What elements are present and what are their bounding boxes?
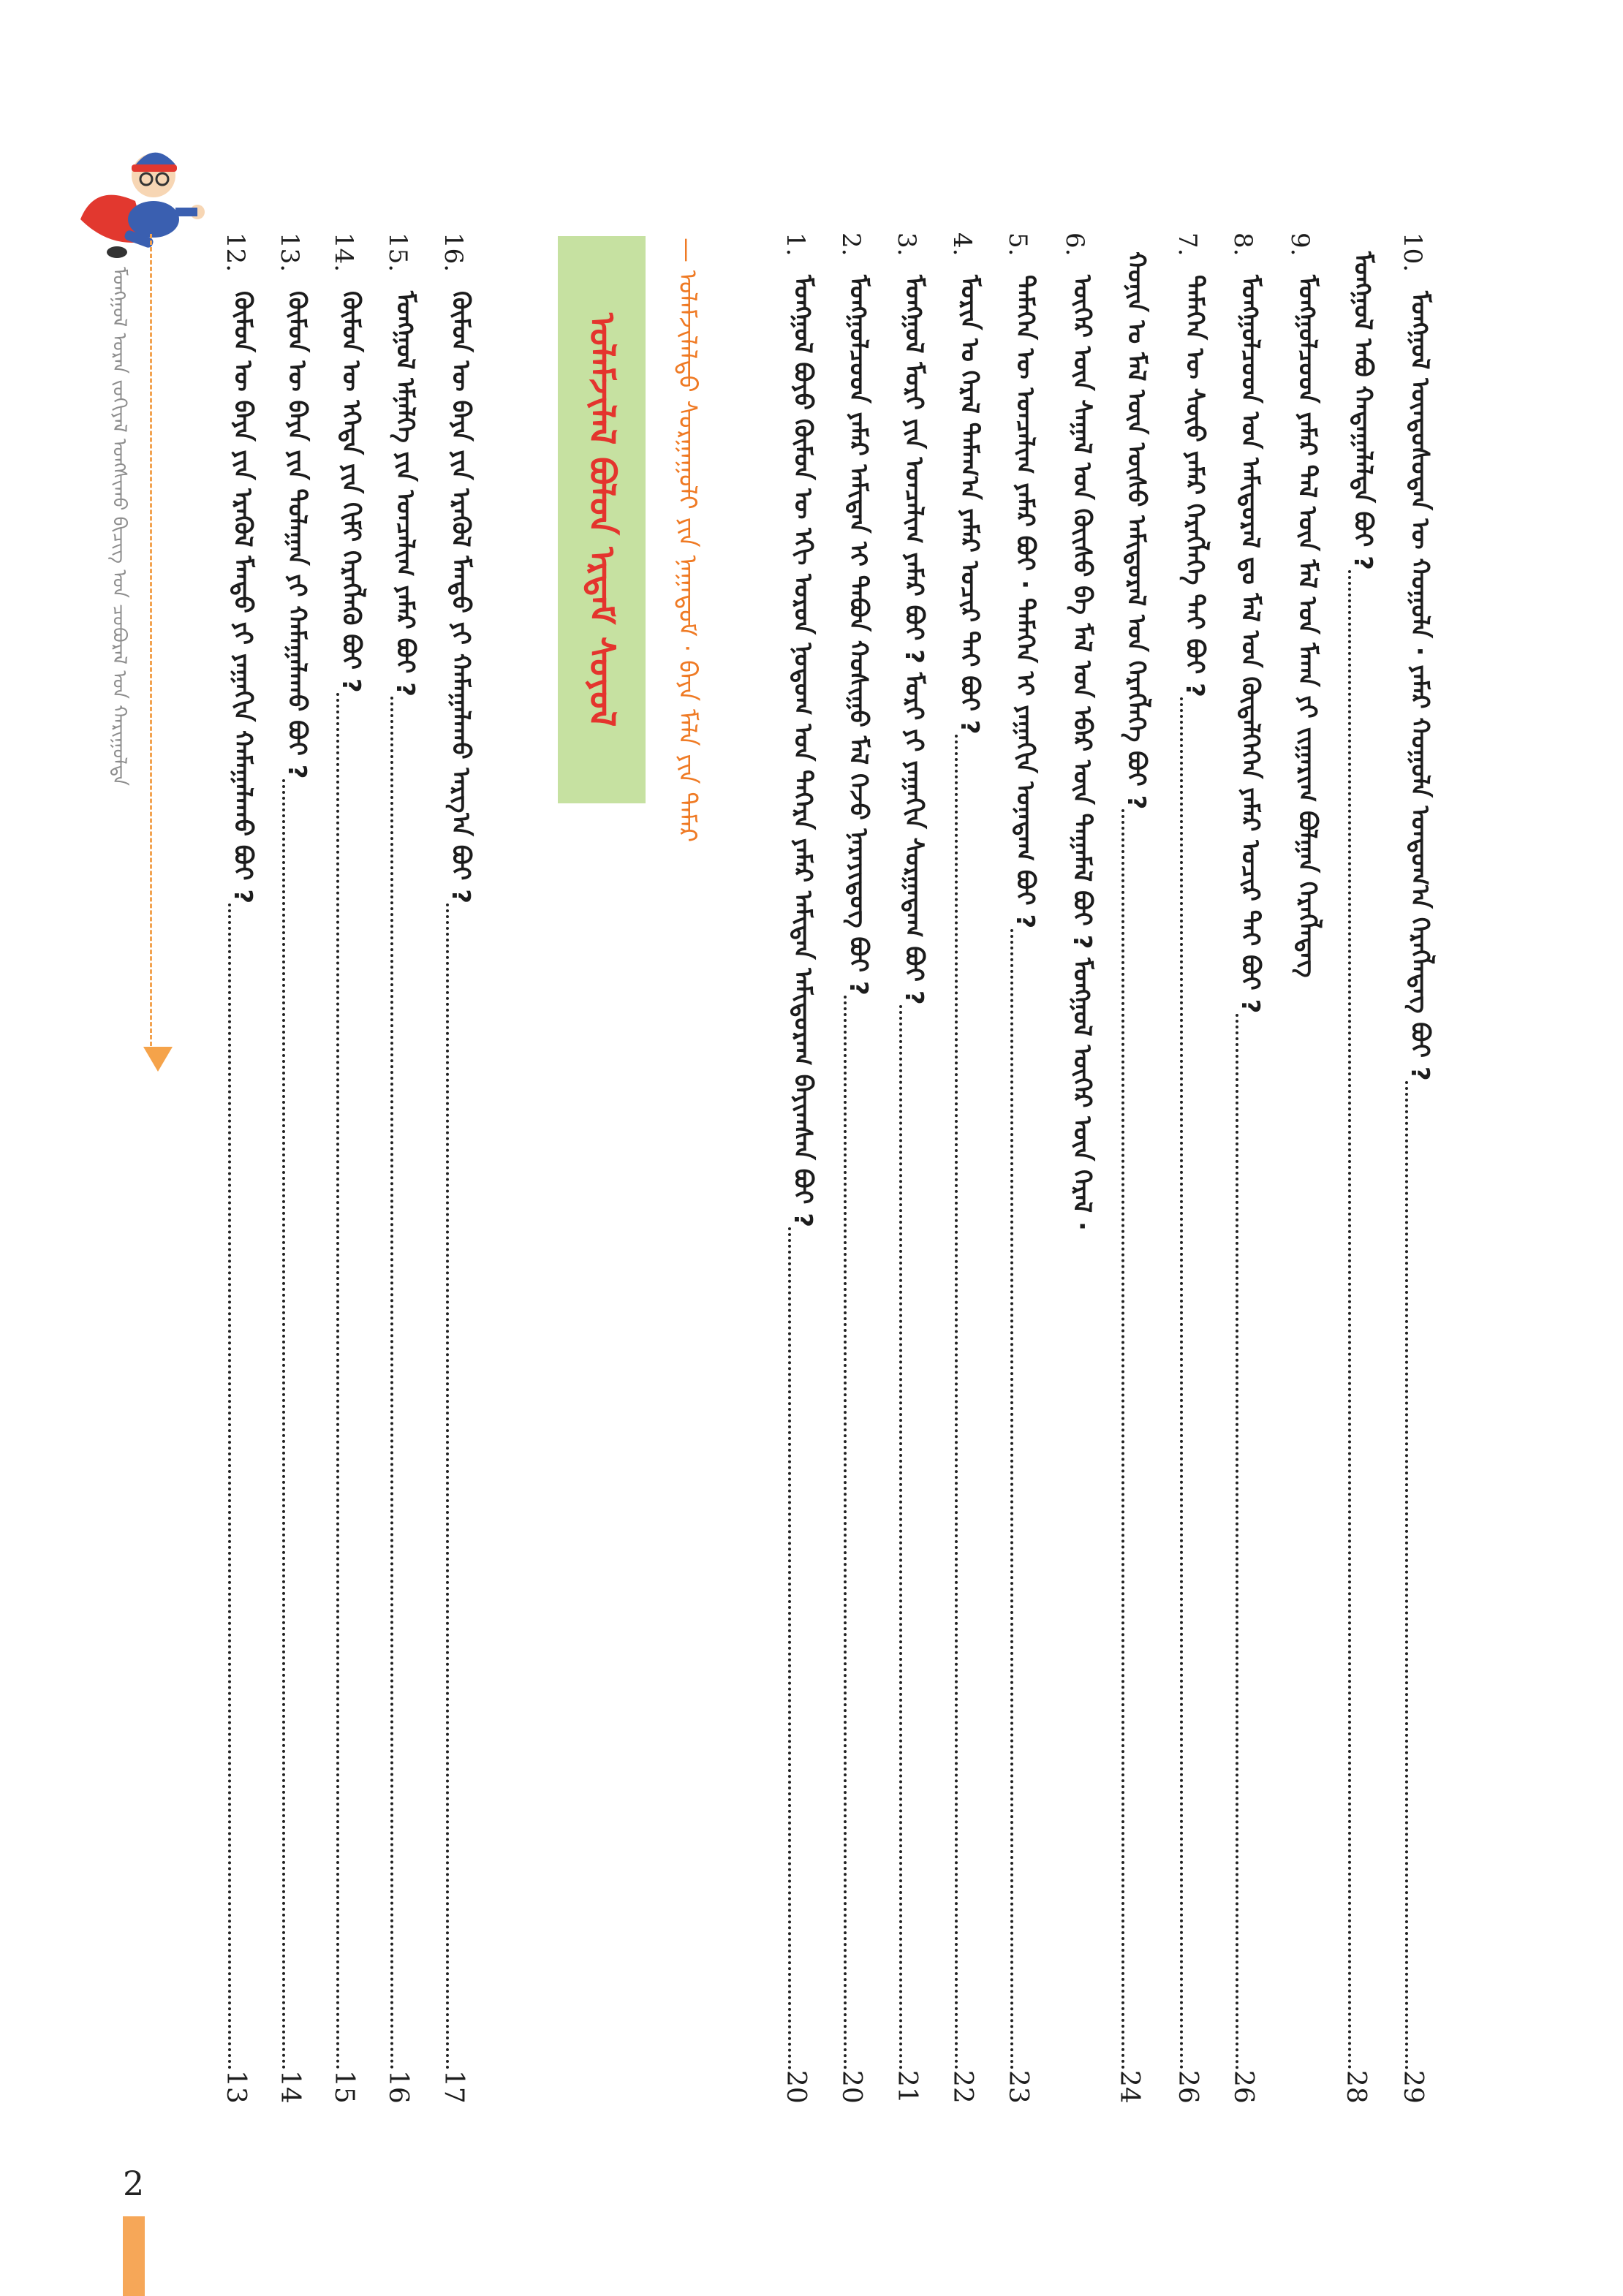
toc-entry-8[interactable]: 8. ᠮᠣᠩᠭᠣᠯᠴᠤᠳ ᠤᠨ ᠠᠮᠢᠳᠤᠷᠠᠯ ᠳᠤ ᠮᠠᠯ ᠤᠨ ᠬᠦᠳᠡᠯᠭᠡᠭᠡᠨ ᠶᠠᠮᠠᠷ ᠤᠴᠢᠷ ᠲᠠᠢ ᠪᠤᠢ ? 26 — [1228, 232, 1265, 2104]
toc-entry-4[interactable]: 4. ᠮᠣᠷᠢᠨ ᠤ ᠭᠡᠷᠡᠯ ᠲᠠᠮᠠᠭ᠎ᠠ ᠶᠠᠮᠠᠷ ᠤᠴᠢᠷ ᠲᠠᠢ ᠪᠤᠢ ? 22 — [947, 232, 984, 2104]
toc-entry-6-cont[interactable]: ᠬᠣᠨᠢᠨ ᠤ ᠮᠠᠯ ᠦᠨ ᠦᠰᠦ ᠠᠮᠢᠳᠤᠷᠠᠯ ᠤᠨ ᠬᠡᠷᠡᠭᠯᠡᠭᠡ ᠪᠤᠢ ? 24 — [1114, 251, 1151, 2104]
toc-entry-14[interactable]: 14. ᠬᠦᠮᠦᠨ ᠦ ᠡᠭᠡᠳᠡ ᠶᠢᠨ ᠬᠢᠮᠢ ᠬᠡᠷᠡᠭᠯᠡᠬᠦ ᠪᠤᠢ ? 15 — [329, 232, 366, 2104]
toc-entry-2[interactable]: 2. ᠮᠣᠩᠭᠣᠯᠴᠤᠳ ᠶᠠᠮᠠᠷ ᠠᠮᠢᠲᠠᠨ ᠢ ᠲᠠᠪᠤᠨ ᠬᠣᠰᠢᠭᠤ ᠮᠠᠯ ᠭᠡᠵᠦ ᠨᠡᠷᠡᠶᠢᠳᠦᠭ ᠪᠤᠢ ? 20 — [836, 232, 873, 2104]
toc-entry-12[interactable]: 12. ᠬᠦᠮᠦᠨ ᠦ ᠪᠡᠶᠡ ᠶᠢᠨ ᠡᠷᠡᠭᠦᠯ ᠮᠡᠨᠳᠦ ᠶᠢ ᠶᠠᠭᠠᠬᠢᠨ ᠬᠠᠮᠠᠭᠠᠯᠠᠬᠤ ᠪᠤᠢ ? 13 — [221, 232, 257, 2104]
footer-dashed-line — [150, 234, 152, 1053]
leader-dots — [336, 693, 339, 2071]
leader-dots — [955, 735, 958, 2070]
leader-dots — [390, 697, 393, 2070]
toc-entry-1[interactable]: 1. ᠮᠣᠩᠭᠣᠯ ᠪᠤᠶᠤ ᠬᠦᠮᠦᠨ ᠦ ᠡᠬᠢ ᠣᠷᠣᠨ ᠨᠤᠲᠤᠭ ᠤᠨ ᠳᠡᠭᠡᠷᠡ ᠶᠠᠮᠠᠷ ᠠᠮᠢᠲᠠᠨ ᠠᠮᠢᠳᠤᠷᠠᠭ ᠪᠠᠶᠢᠭᠰᠠᠨ ᠪᠤᠢ ? 20 — [781, 232, 817, 2104]
toc-entry-15[interactable]: 15. ᠮᠣᠩᠭᠣᠯ ᠡᠮᠨᠡᠯᠭᠡ ᠶᠢᠨ ᠣᠨᠴᠠᠯᠢᠭ ᠶᠠᠮᠠᠷ ᠪᠤᠢ ? 16 — [383, 232, 420, 2104]
leader-dots — [899, 1005, 902, 2070]
leader-dots — [446, 903, 449, 2070]
page-tab-bar — [123, 2216, 145, 2296]
leader-dots — [282, 779, 285, 2071]
leader-dots — [1236, 1014, 1238, 2070]
toc-entry-13[interactable]: 13. ᠬᠦᠮᠦᠨ ᠦ ᠪᠡᠶᠡ ᠶᠢᠨ ᠳᠤᠯᠠᠭᠠᠨ ᠶᠢ ᠬᠠᠮᠠᠭᠠᠯᠠᠬᠤ ᠪᠤᠢ ? 14 — [275, 232, 311, 2104]
toc-entry-6[interactable]: 6. ᠦᠬᠡᠷ ᠦᠨ ᠰᠠᠭᠠᠯ ᠤᠨ ᠬᠦᠢᠰᠦ ᠪᠠ ᠮᠠᠯ ᠤᠨ ᠡᠪᠡᠷ ᠦᠨ ᠲᠠᠭᠠᠮᠠᠯ ᠪᠤᠢ ? ᠮᠣᠩᠭᠣᠯ ᠦᠬᠡᠷ ᠦᠨ ᠭᠡᠷᠡᠯ · — [1060, 232, 1097, 1232]
section-heading-box — [558, 236, 646, 803]
toc-entry-5[interactable]: 5. ᠲᠡᠮᠡᠭᠡᠨ ᠦ ᠣᠨᠴᠠᠯᠢᠭ ᠶᠠᠮᠠᠷ ᠪᠤᠢ · ᠲᠡᠮᠡᠭᠡᠨ ᠢ ᠶᠠᠭᠠᠬᠢᠨ ᠤᠨᠠᠳᠠᠭ ᠪᠤᠢ ? 23 — [1003, 232, 1040, 2104]
leader-dots — [1121, 809, 1124, 2070]
leader-dots — [1348, 570, 1351, 2070]
section-heading: ᠤᠯᠠᠮᠵᠢᠯᠠᠯ ᠪᠣᠯᠤᠨ ᠡᠷᠳᠡᠮ ᠰᠣᠶᠣᠯ — [581, 312, 622, 727]
toc-entry-7[interactable]: 7. ᠲᠡᠮᠡᠭᠡᠨ ᠦ ᠰᠦᠦ ᠶᠠᠮᠠᠷ ᠬᠡᠷᠡᠭᠯᠡᠭᠡ ᠲᠠᠢ ᠪᠤᠢ ? 26 — [1173, 232, 1209, 2104]
toc-entry-9-cont[interactable]: ᠮᠣᠩᠭᠣᠯ ᠠᠪᠤ ᠬᠠᠳᠠᠭᠠᠯᠠᠯᠲᠠ ᠪᠤᠢ ? 28 — [1341, 251, 1377, 2104]
footer-arrow-icon — [143, 1047, 173, 1072]
leader-dots — [228, 903, 231, 2070]
leader-dots — [1405, 1081, 1408, 2071]
leader-dots — [844, 996, 847, 2070]
leader-dots — [1180, 697, 1183, 2070]
section-subheading: — ᠤᠯᠠᠮᠵᠢᠯᠠᠯᠲᠤ ᠰᠤᠷᠭᠠᠭᠤᠯᠢ ᠶᠢᠨ ᠨᠠᠭᠠᠳᠤᠮ · ᠪᠡᠶᠡ ᠮᠠᠯᠠ ᠶᠢᠨ ᠲᠠᠮᠠᠷ — [673, 238, 702, 843]
toc-entry-16[interactable]: 16. ᠬᠦᠮᠦᠨ ᠦ ᠪᠡᠶᠡ ᠶᠢᠨ ᠡᠷᠡᠭᠦᠯ ᠮᠡᠨᠳᠦ ᠶᠢ ᠬᠠᠮᠠᠭᠠᠯᠠᠬᠤ ᠠᠷᠭ᠎ᠠ ᠪᠤᠢ ? 17 — [439, 232, 475, 2104]
mascot-illustration — [66, 132, 212, 278]
toc-entry-9[interactable]: 9. ᠮᠣᠩᠭᠣᠯᠴᠤᠳ ᠶᠠᠮᠠᠷ ᠲᠠᠯ ᠦᠨ ᠮᠠᠯ ᠤᠨ ᠮᠠᠬᠠ ᠶᠢ ᠵᠢᠭᠠᠷᠢᠭ ᠪᠣᠯᠭᠠᠨ ᠬᠡᠷᠡᠭᠯᠡᠳᠡᠭ — [1285, 232, 1322, 978]
toc-entry-3[interactable]: 3. ᠮᠣᠩᠭᠣᠯ ᠮᠣᠷᠢ ᠶᠢᠨ ᠣᠨᠴᠠᠯᠢᠭ ᠶᠠᠮᠠᠷ ᠪᠤᠢ ? ᠮᠣᠷᠢ ᠶᠢ ᠶᠠᠭᠠᠬᠢᠨ ᠰᠤᠷᠭᠠᠳᠠᠭ ᠪᠤᠢ ? 21 — [892, 232, 928, 2104]
footer-book-title: ᠮᠣᠩᠭᠣᠯ ᠤᠷᠠᠨ ᠵᠣᠬᠢᠶᠠᠯ ᠤᠩᠰᠢᠬᠤ ᠪᠢᠴᠢᠭ ᠤᠨ ᠴᠤᠪᠤᠷᠠᠯ ᠤᠨ ᠬᠠᠷᠢᠭᠤᠯᠲᠠ — [108, 267, 130, 787]
toc-entry-10[interactable]: 10. ᠮᠣᠩᠭᠣᠯ ᠦᠨᠳᠦᠰᠦᠲᠡᠨ ᠦ ᠬᠣᠭᠣᠯᠠ · ᠶᠠᠮᠠᠷ ᠬᠣᠭᠣᠯᠠ ᠤᠨᠳᠤᠭ᠎ᠠ ᠬᠡᠷᠡᠭᠯᠡᠳᠡᠭ ᠪᠤᠢ ? 29 — [1398, 232, 1434, 2104]
leader-dots — [1010, 929, 1013, 2071]
leader-dots — [788, 1227, 791, 2070]
page-number: 2 — [123, 2164, 145, 2203]
